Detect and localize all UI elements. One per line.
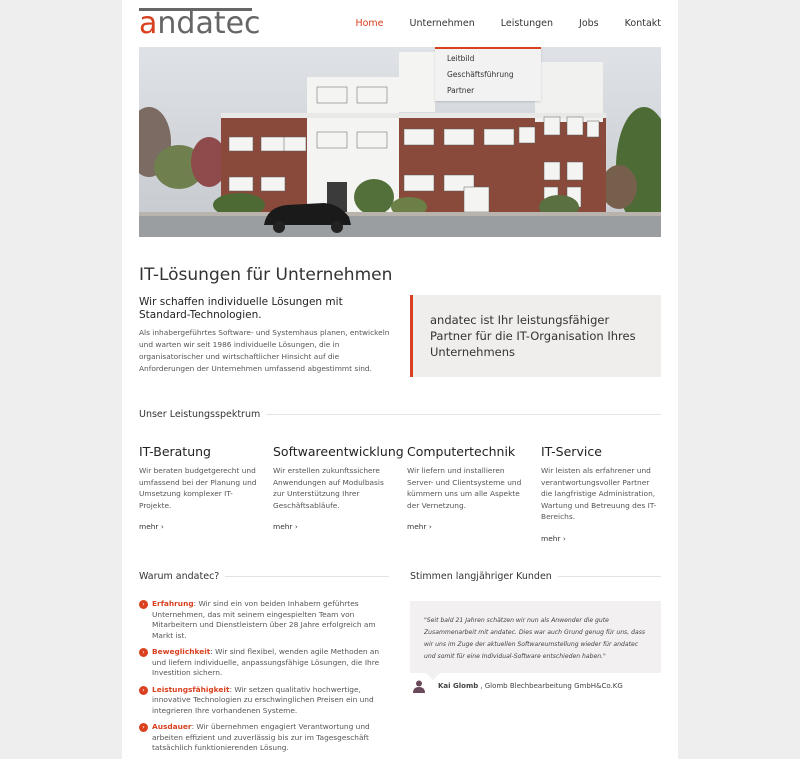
list-item bbox=[139, 722, 389, 754]
list-item-text: : Wir übernehmen engagiert Verantwortung und arbeiten effizient und zuverlässig bis zur im Tagesgeschäft tatsächlich funktionierenden Lösung. bbox=[152, 722, 370, 752]
unternehmen-dropdown bbox=[435, 47, 541, 101]
list-item bbox=[139, 685, 389, 717]
nav-leistungen[interactable]: Leistungen bbox=[500, 18, 554, 29]
nav-kontakt[interactable]: Kontakt bbox=[624, 18, 661, 29]
author-company: , Glomb Blechbearbeitung GmbH&Co.KG bbox=[480, 682, 623, 690]
page bbox=[122, 0, 678, 759]
service-text: Wir erstellen zukunftssichere Anwendungen auf Modulbasis zur Unterstützung Ihrer Geschäftsabläufe. bbox=[273, 466, 384, 510]
user-avatar-icon bbox=[412, 679, 426, 693]
more-link[interactable]: mehr › bbox=[139, 522, 164, 531]
dropdown-item-geschaeftsfuehrung[interactable]: Geschäftsführung bbox=[447, 70, 514, 79]
why-heading-text: Warum andatec? bbox=[139, 571, 220, 582]
nav-home[interactable]: Home bbox=[355, 18, 384, 29]
service-title: IT-Beratung bbox=[139, 444, 211, 459]
why-heading bbox=[139, 571, 389, 582]
testimonial-box bbox=[410, 601, 661, 673]
more-link[interactable]: mehr › bbox=[407, 522, 432, 531]
list-item-text: : Wir setzen qualitativ hochwertige, innovative Technologien zu erschwinglichen Preisen ein und integrieren Ihre vorhandenen Systeme. bbox=[152, 684, 374, 715]
testimonial-author bbox=[412, 679, 623, 693]
services-heading bbox=[139, 409, 661, 420]
nav-unternehmen[interactable]: Unternehmen bbox=[409, 18, 475, 29]
logo-rest: ndatec bbox=[157, 6, 261, 41]
more-link[interactable]: mehr › bbox=[541, 533, 566, 543]
service-text: Wir liefern und installieren Server- und Clientsysteme und kümmern uns um alle Aspekte der Vernetzung. bbox=[407, 466, 522, 510]
service-title: Computertechnik bbox=[407, 444, 516, 459]
logo-text bbox=[139, 6, 261, 41]
list-item bbox=[139, 647, 389, 679]
list-item-key: Beweglichkeit bbox=[152, 647, 211, 656]
why-list bbox=[139, 599, 389, 759]
service-title: Softwareentwicklung bbox=[273, 444, 404, 459]
service-text: Wir leisten als erfahrener und verantwortungsvoller Partner die langfristige Administration, Wartung und Betreuung des IT-Bereichs. bbox=[541, 466, 657, 521]
service-softwareentwicklung bbox=[273, 444, 404, 531]
highlight-text: andatec ist Ihr leistungsfähiger Partner für die IT-Organisation Ihres Unternehmens bbox=[430, 313, 636, 359]
chevron-right-icon: › bbox=[139, 723, 148, 732]
hero-image bbox=[139, 47, 661, 237]
services-heading-text: Unser Leistungsspektrum bbox=[139, 409, 261, 420]
service-computertechnik bbox=[407, 444, 525, 531]
intro-text: Als inhabergeführtes Software- und Systemhaus planen, entwickeln und warten wir seit 1986 individuelle Lösungen, die in organisatorischer und wirtschaftlicher Hinsicht auf die Anforderungen der Unternehmen umfassend abgestimmt sind. bbox=[139, 328, 390, 373]
dropdown-item-partner[interactable]: Partner bbox=[447, 86, 475, 95]
main-nav bbox=[329, 18, 661, 29]
page-subtitle: Wir schaffen individuelle Lösungen mit Standard-Technologien. bbox=[139, 296, 343, 321]
list-item-key: Erfahrung bbox=[152, 599, 194, 608]
divider bbox=[558, 576, 661, 577]
testimonial-quote: "Seit bald 21 Jahren schätzen wir nun als Anwender die gute Zusammenarbeit mit andatec. Dies war auch Grund genug für uns, dass wir uns im Zuge der aktuellen Softwareumstellung wieder für andatec und somit für eine Individual-Software entschieden haben." bbox=[424, 617, 646, 660]
list-item-text: : Wir sind flexibel, wenden agile Methoden an und liefern individuelle, anpassungsfähige Lösungen, die Ihre Investition sichern. bbox=[152, 647, 380, 677]
highlight-box bbox=[410, 295, 661, 377]
list-item-key: Ausdauer bbox=[152, 722, 192, 731]
service-text: Wir beraten budgetgerecht und umfassend bei der Planung und Umsetzung komplexer IT-Projekte. bbox=[139, 466, 257, 510]
more-link[interactable]: mehr › bbox=[273, 522, 298, 531]
nav-jobs[interactable]: Jobs bbox=[579, 18, 599, 29]
chevron-right-icon: › bbox=[139, 600, 148, 609]
service-title: IT-Service bbox=[541, 444, 602, 459]
testimonial-heading-text: Stimmen langjähriger Kunden bbox=[410, 571, 552, 582]
chevron-right-icon: › bbox=[139, 686, 148, 695]
divider bbox=[225, 576, 389, 577]
service-it-beratung bbox=[139, 444, 257, 531]
chevron-right-icon: › bbox=[139, 648, 148, 657]
author-name: Kai Glomb bbox=[438, 682, 479, 690]
divider bbox=[266, 414, 661, 415]
list-item-text: : Wir sind ein von beiden Inhabern geführtes Unternehmen, das mit seinem eingespielten Team von Mitarbeitern und Dienstleistern über 28 Jahre erfolgreich am Markt ist. bbox=[152, 599, 376, 640]
service-it-service bbox=[541, 444, 659, 543]
list-item-key: Leistungsfähigkeit bbox=[152, 684, 230, 694]
logo-letter-a: a bbox=[139, 6, 158, 41]
dropdown-item-leitbild[interactable]: Leitbild bbox=[447, 54, 475, 63]
list-item bbox=[139, 599, 389, 641]
testimonial-heading bbox=[410, 571, 661, 582]
page-title: IT-Lösungen für Unternehmen bbox=[139, 265, 393, 285]
